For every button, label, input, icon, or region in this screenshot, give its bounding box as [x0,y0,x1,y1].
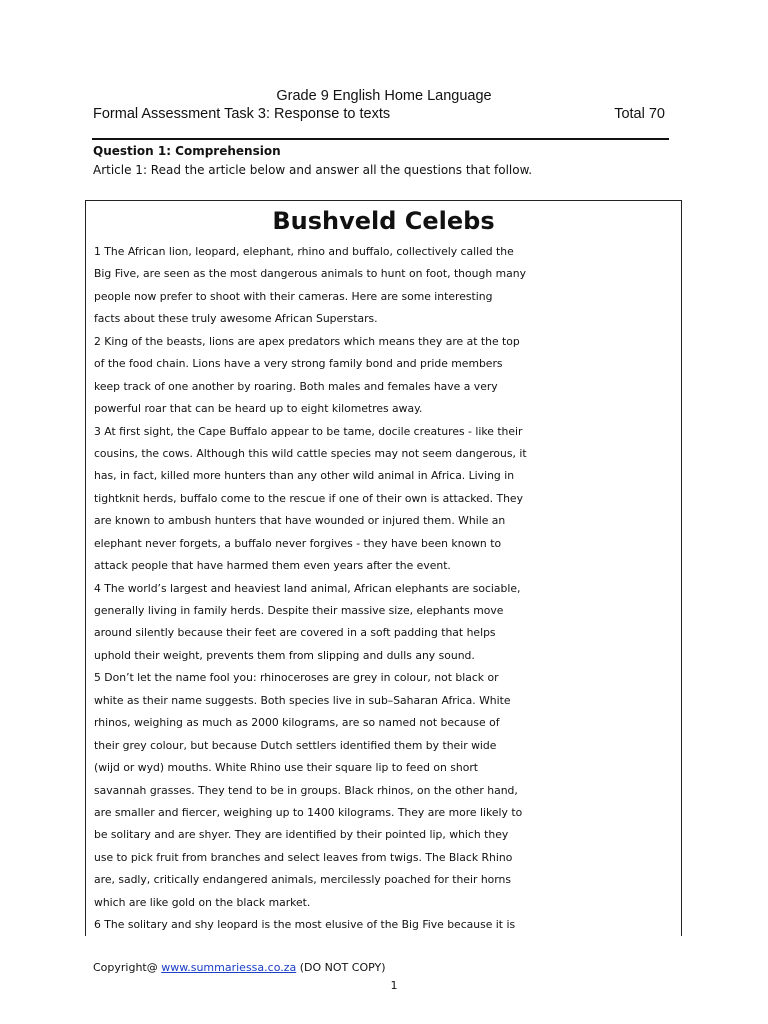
article-line: 3 At first sight, the Cape Buffalo appear to be tame, docile creatures - like their [94,424,523,438]
article-line: are, sadly, critically endangered animals, mercilessly poached for their horns [94,873,511,887]
article-line: keep track of one another by roaring. Both males and females have a very [94,379,498,393]
copyright-prefix: Copyright@ [93,961,162,974]
article-line: which are like gold on the black market. [94,895,311,909]
document-title: Grade 9 English Home Language [276,88,492,104]
copyright-footer [93,961,386,975]
article-line: 5 Don’t let the name fool you: rhinoceroses are grey in colour, not black or [94,671,499,685]
article-line: uphold their weight, prevents them from slipping and dulls any sound. [94,648,475,662]
article-line: people now prefer to shoot with their cameras. Here are some interesting [94,289,493,303]
article-line: use to pick fruit from branches and select leaves from twigs. The Black Rhino [94,850,513,864]
question-title: Question 1: Comprehension [93,144,281,158]
article-body [94,241,678,936]
question-instruction: Article 1: Read the article below and answer all the questions that follow. [93,163,533,177]
article-line: 4 The world’s largest and heaviest land animal, African elephants are sociable, [94,581,521,595]
article-line: be solitary and are shyer. They are identified by their pointed lip, which they [94,828,509,842]
article-line: generally living in family herds. Despite their massive size, elephants move [94,604,504,617]
article-line: are smaller and fiercer, weighing up to 1400 kilograms. They are more likely to [94,805,523,819]
header-divider [92,138,669,140]
copyright-link[interactable]: www.summariessa.co.za [161,961,297,974]
article-line: (wijd or wyd) mouths. White Rhino use their square lip to feed on short [94,761,479,775]
copyright-suffix: (DO NOT COPY) [296,961,386,974]
article-line: Big Five, are seen as the most dangerous animals to hunt on foot, though many [94,267,526,281]
article-line: white as their name suggests. Both species live in sub–Saharan Africa. White [94,693,511,707]
article-line: 1 The African lion, leopard, elephant, rhino and buffalo, collectively called the [94,245,514,258]
article-line: of the food chain. Lions have a very strong family bond and pride members [94,357,503,371]
article-line: attack people that have harmed them even years after the event. [94,559,451,573]
page-number: 1 [390,979,398,992]
article-line: 6 The solitary and shy leopard is the most elusive of the Big Five because it is [94,918,516,932]
article-line: their grey colour, but because Dutch settlers identified them by their wide [94,738,497,752]
task-name: Formal Assessment Task 3: Response to texts [93,106,391,122]
article-line: has, in fact, killed more hunters than any other wild animal in Africa. Living in [94,469,515,483]
article-line: savannah grasses. They tend to be in groups. Black rhinos, on the other hand, [94,783,518,797]
article-line: facts about these truly awesome African Superstars. [94,312,378,326]
article-line: elephant never forgets, a buffalo never forgives - they have been known to [94,536,502,550]
article-line: cousins, the cows. Although this wild cattle species may not seem dangerous, it [94,446,527,460]
article-line: are known to ambush hunters that have wounded or injured them. While an [94,514,506,528]
article-line: powerful roar that can be heard up to eight kilometres away. [94,402,423,416]
task-header [93,105,665,123]
total-marks: Total 70 [614,106,665,122]
article-line: rhinos, weighing as much as 2000 kilograms, are so named not because of [94,716,500,730]
article-line: around silently because their feet are covered in a soft padding that helps [94,626,496,640]
article-box [85,200,682,936]
article-line: 2 King of the beasts, lions are apex predators which means they are at the top [94,334,520,348]
article-title: Bushveld Celebs [272,207,495,235]
article-line: tightknit herds, buffalo come to the rescue if one of their own is attacked. They [94,491,523,505]
